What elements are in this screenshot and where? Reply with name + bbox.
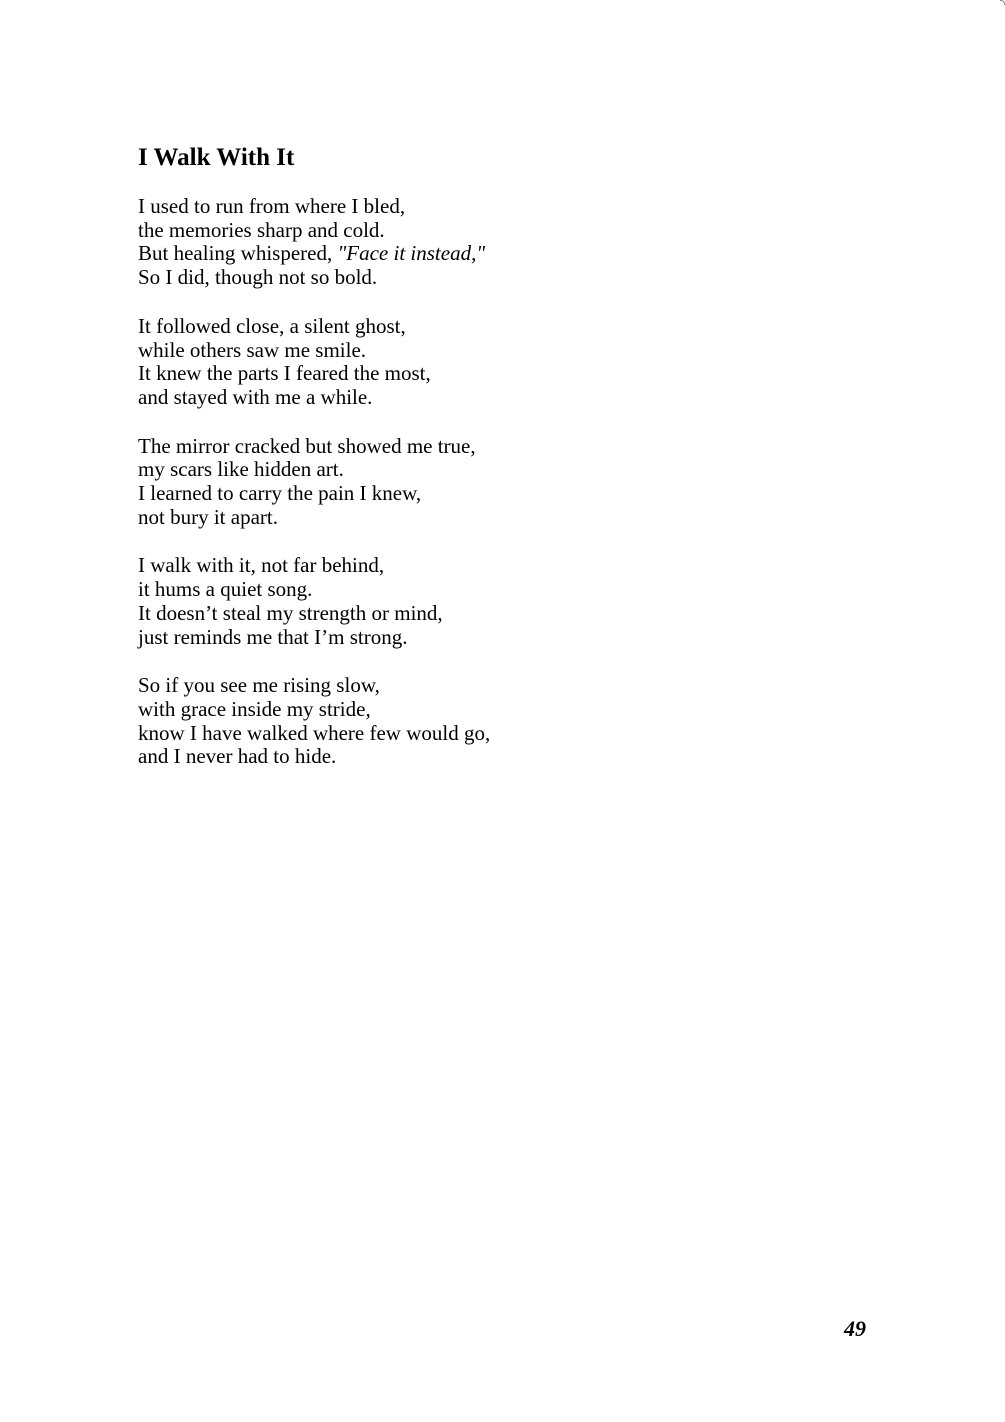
poem-line: while others saw me smile. — [138, 337, 367, 362]
poem-line: not bury it apart. — [138, 504, 278, 529]
stanza-3 — [138, 435, 738, 530]
stanza-1 — [138, 195, 738, 290]
poem-line: it hums a quiet song. — [138, 577, 313, 602]
poem-line: It knew the parts I feared the most, — [138, 361, 431, 386]
poem-line: and I never had to hide. — [138, 744, 337, 769]
stanza-2 — [138, 315, 738, 410]
poem-title: I Walk With It — [138, 144, 295, 171]
page-number: 49 — [844, 1316, 866, 1341]
poem-line: just reminds me that I’m strong. — [138, 624, 408, 649]
poem-line-plain: But healing whispered, — [138, 241, 338, 266]
poem-line: the memories sharp and cold. — [138, 217, 385, 242]
poem-line — [138, 242, 738, 266]
poem-line: I walk with it, not far behind, — [138, 553, 385, 578]
poem-line: It followed close, a silent ghost, — [138, 313, 406, 338]
poem-line: I used to run from where I bled, — [138, 194, 406, 218]
poem-line: my scars like hidden art. — [138, 457, 344, 482]
poem-line: I learned to carry the pain I knew, — [138, 481, 422, 506]
poem-line: So I did, though not so bold. — [138, 265, 378, 290]
poem-line: It doesn’t steal my strength or mind, — [138, 600, 443, 625]
poem-line: with grace inside my stride, — [138, 696, 371, 721]
stanza-4 — [138, 554, 738, 649]
poem-body — [138, 195, 738, 794]
poem-line: The mirror cracked but showed me true, — [138, 433, 476, 458]
poem-line-italic: "Face it instead," — [337, 241, 486, 266]
stanza-5 — [138, 674, 738, 769]
poem-line: know I have walked where few would go, — [138, 720, 491, 745]
poem-line: So if you see me rising slow, — [138, 673, 380, 698]
poem-line: and stayed with me a while. — [138, 384, 373, 409]
